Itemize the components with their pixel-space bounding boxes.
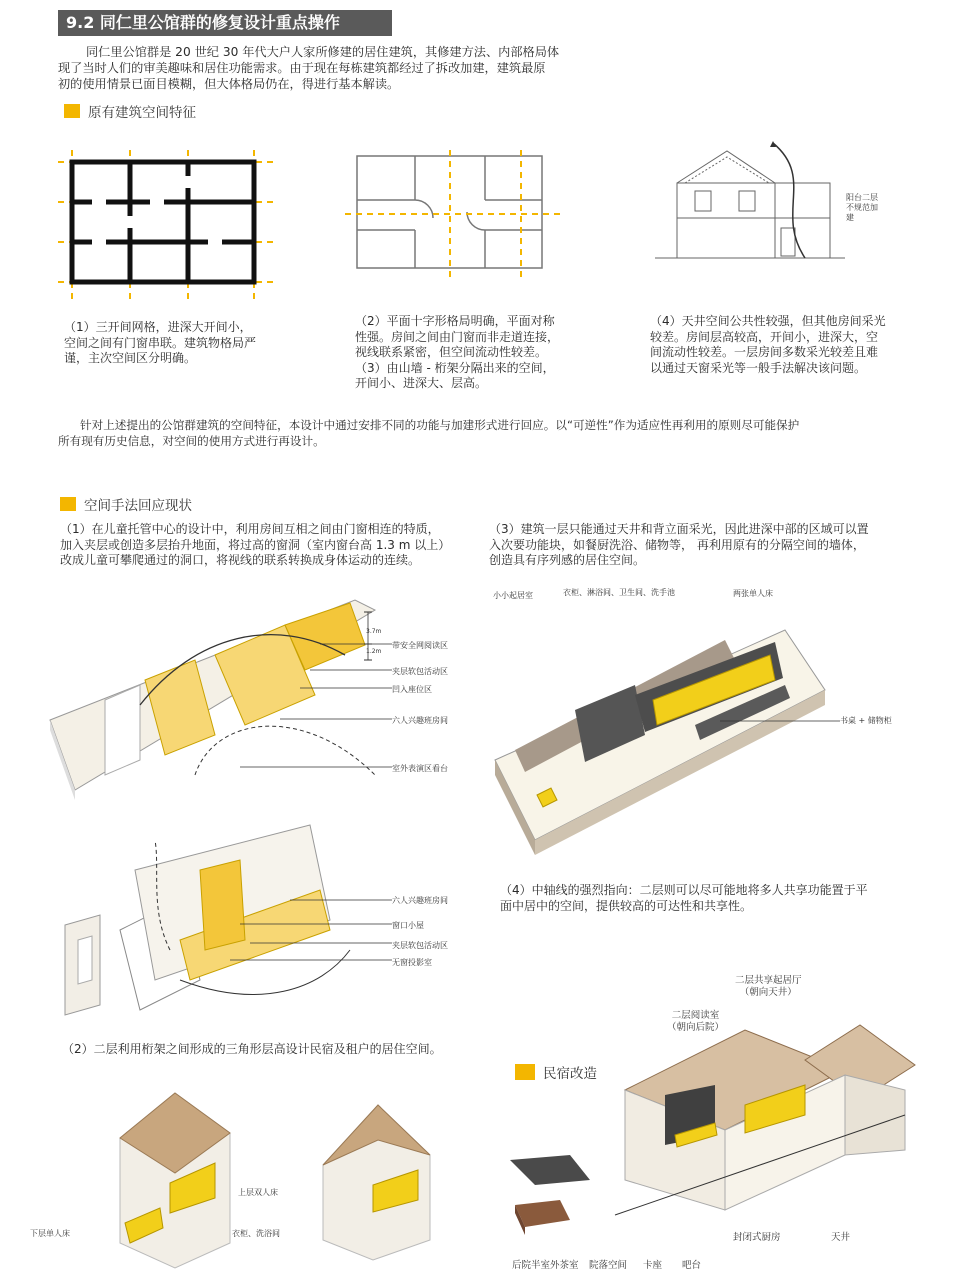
diagram5-label-line: 二层共享起居厅	[735, 975, 802, 986]
plan-grid-diagram	[58, 150, 278, 300]
caption-line: 较差。房间层高较高，开间小，进深大，空	[650, 329, 879, 344]
diagram1-label: 夹层软包活动区	[392, 667, 448, 676]
text-line: （1）在儿童托管中心的设计中，利用房间互相之间由门窗相连的特质，	[60, 522, 440, 536]
section1-heading-text: 原有建筑空间特征	[88, 105, 196, 121]
diagram3-side-label: 书桌 + 储物柜	[840, 716, 892, 725]
summary-line: 针对上述提出的公馆群建筑的空间特征，本设计中通过安排不同的功能与加建形式进行回应。以“可逆性”作为适应性再利用的原则尽可能保护	[80, 418, 800, 432]
text-4	[500, 883, 920, 914]
section-note-line: 建	[846, 213, 854, 222]
caption-line: （2）平面十字形格局明确，平面对称	[355, 314, 555, 328]
caption-2	[355, 314, 595, 392]
bnb-heading-text: 民宿改造	[543, 1066, 597, 1082]
text-2: （2）二层利用桁架之间形成的三角形层高设计民宿及租户的居住空间。	[62, 1042, 442, 1056]
diagram1-label: 带安全网阅读区	[392, 641, 448, 650]
section2-heading	[60, 494, 192, 514]
heading-marker	[515, 1064, 535, 1080]
intro-paragraph	[58, 44, 598, 92]
diagram3-label: 两张单人床	[733, 589, 773, 598]
section-note-line: 不规范加	[846, 203, 878, 212]
section1-heading	[64, 101, 196, 121]
summary-paragraph	[58, 417, 918, 449]
diagram1-label: 六人兴趣班房间	[392, 716, 448, 725]
leader-lines-1	[300, 640, 392, 770]
diagram1-label: 凹入座位区	[392, 685, 432, 694]
text-line: 加入夹层或创造多层抬升地面，将过高的窗洞（室内窗台高 1.3 m 以上）	[60, 537, 451, 552]
summary-line: 所有现有历史信息，对空间的使用方式进行再设计。	[58, 434, 325, 448]
text-line: （3）建筑一层只能通过天井和背立面采光，因此进深中部的区域可以置	[489, 522, 869, 536]
text-line: （4）中轴线的强烈指向：二层则可以尽可能地将多人共享功能置于平	[500, 883, 868, 897]
page-title: 9.2 同仁里公馆群的修复设计重点操作	[58, 10, 392, 36]
diagram3-label: 小小起居室	[493, 591, 533, 600]
building-section-diagram	[655, 143, 855, 268]
text-3	[489, 522, 919, 569]
diagram2-label: 六人兴趣班房间	[392, 896, 448, 905]
diagram3-label: 衣柜、淋浴间、卫生间、洗手池	[563, 588, 675, 597]
diagram5-label: 院落空间	[589, 1260, 628, 1271]
diagram4-label: 下层单人床	[30, 1229, 70, 1238]
caption-line: （4）天井空间公共性较强，但其他房间采光	[650, 314, 886, 328]
text-line: 改成儿童可攀爬通过的洞口，将视线的联系转换成身体运动的连续。	[60, 553, 421, 567]
diagram5-label-line: （朝向天井）	[739, 987, 797, 998]
caption-line: 性强。房间之间由门窗而非走道连接，	[355, 329, 560, 344]
caption-line: （3）由山墙 - 桁架分隔出来的空间，	[355, 360, 555, 375]
diagram4-label: 上层双人床	[238, 1188, 278, 1197]
section-note	[846, 193, 878, 223]
diagram2-label: 窗口小屋	[392, 921, 424, 930]
diagram4-label: 衣柜、洗浴间	[232, 1229, 280, 1238]
intro-line: 现了当时人们的审美趣味和居住功能需求。由于现在每栋建筑都经过了拆改加建，建筑最原	[58, 61, 546, 75]
text-line: 创造具有序列感的居住空间。	[489, 553, 646, 567]
text-line: 入次要功能块，如餐厨洗浴、储物等， 再利用原有的分隔空间的墙体，	[489, 537, 865, 552]
section2-heading-text: 空间手法回应现状	[84, 498, 192, 514]
diagram5-label	[735, 975, 802, 999]
second-floor-axonometric	[605, 1015, 920, 1215]
intro-line: 初的使用情景已面目模糊，但大体格局仍在，得进行基本解读。	[58, 77, 400, 91]
diagram1-label: 室外表演区看台	[392, 764, 448, 773]
intro-line: 同仁里公馆群是 20 世纪 30 年代大户人家所修建的居住建筑，其修建方法、内部格局体	[86, 45, 560, 59]
section-note-line: 阳台二层	[846, 193, 878, 202]
text-1	[60, 522, 480, 569]
outdoor-platforms	[505, 1155, 595, 1245]
caption-line: （1）三开间网格，进深大开间小，	[64, 320, 252, 334]
caption-line: 谨，主次空间区分明确。	[64, 351, 197, 365]
caption-line: 间流动性较差。一层房间多数采光较差且难	[650, 345, 879, 359]
dim-label: 1.2m	[366, 648, 382, 655]
diagram2-label: 无窗投影室	[392, 958, 432, 967]
ground-floor-axonometric	[485, 600, 830, 860]
diagram5-label: 吧台	[682, 1260, 702, 1271]
diagram2-label: 夹层软包活动区	[392, 941, 448, 950]
attic-unit-axonometric-2	[318, 1100, 433, 1260]
leader-lines-2	[290, 898, 392, 962]
diagram5-label: 卡座	[643, 1260, 663, 1271]
caption-line: 视线联系紧密，但空间流动性较差。	[355, 345, 548, 359]
leader-line-3	[720, 718, 840, 724]
caption-1	[64, 320, 294, 367]
attic-unit-axonometric-1	[105, 1093, 235, 1268]
caption-3	[650, 314, 920, 376]
heading-marker	[60, 497, 76, 511]
caption-line: 空间之间有门窗串联。建筑物格局严	[64, 335, 257, 350]
diagram5-label-line: （朝向后院）	[667, 1022, 725, 1033]
dim-label: 3.7m	[366, 628, 382, 635]
text-line: 面中居中的空间，提供较高的可达性和共享性。	[500, 898, 753, 913]
caption-line: 开间小、进深大、层高。	[355, 376, 488, 390]
diagram5-label-line: 二层阅读室	[671, 1010, 720, 1021]
bnb-heading	[515, 1062, 597, 1082]
diagram5-label: 后院半室外茶室	[512, 1260, 579, 1271]
plan-cross-diagram	[345, 150, 565, 280]
heading-marker	[64, 104, 80, 118]
diagram5-label: 封闭式厨房	[733, 1232, 781, 1243]
caption-line: 以通过天窗采光等一般手法解决该问题。	[650, 360, 867, 375]
diagram5-label: 天井	[831, 1232, 851, 1243]
